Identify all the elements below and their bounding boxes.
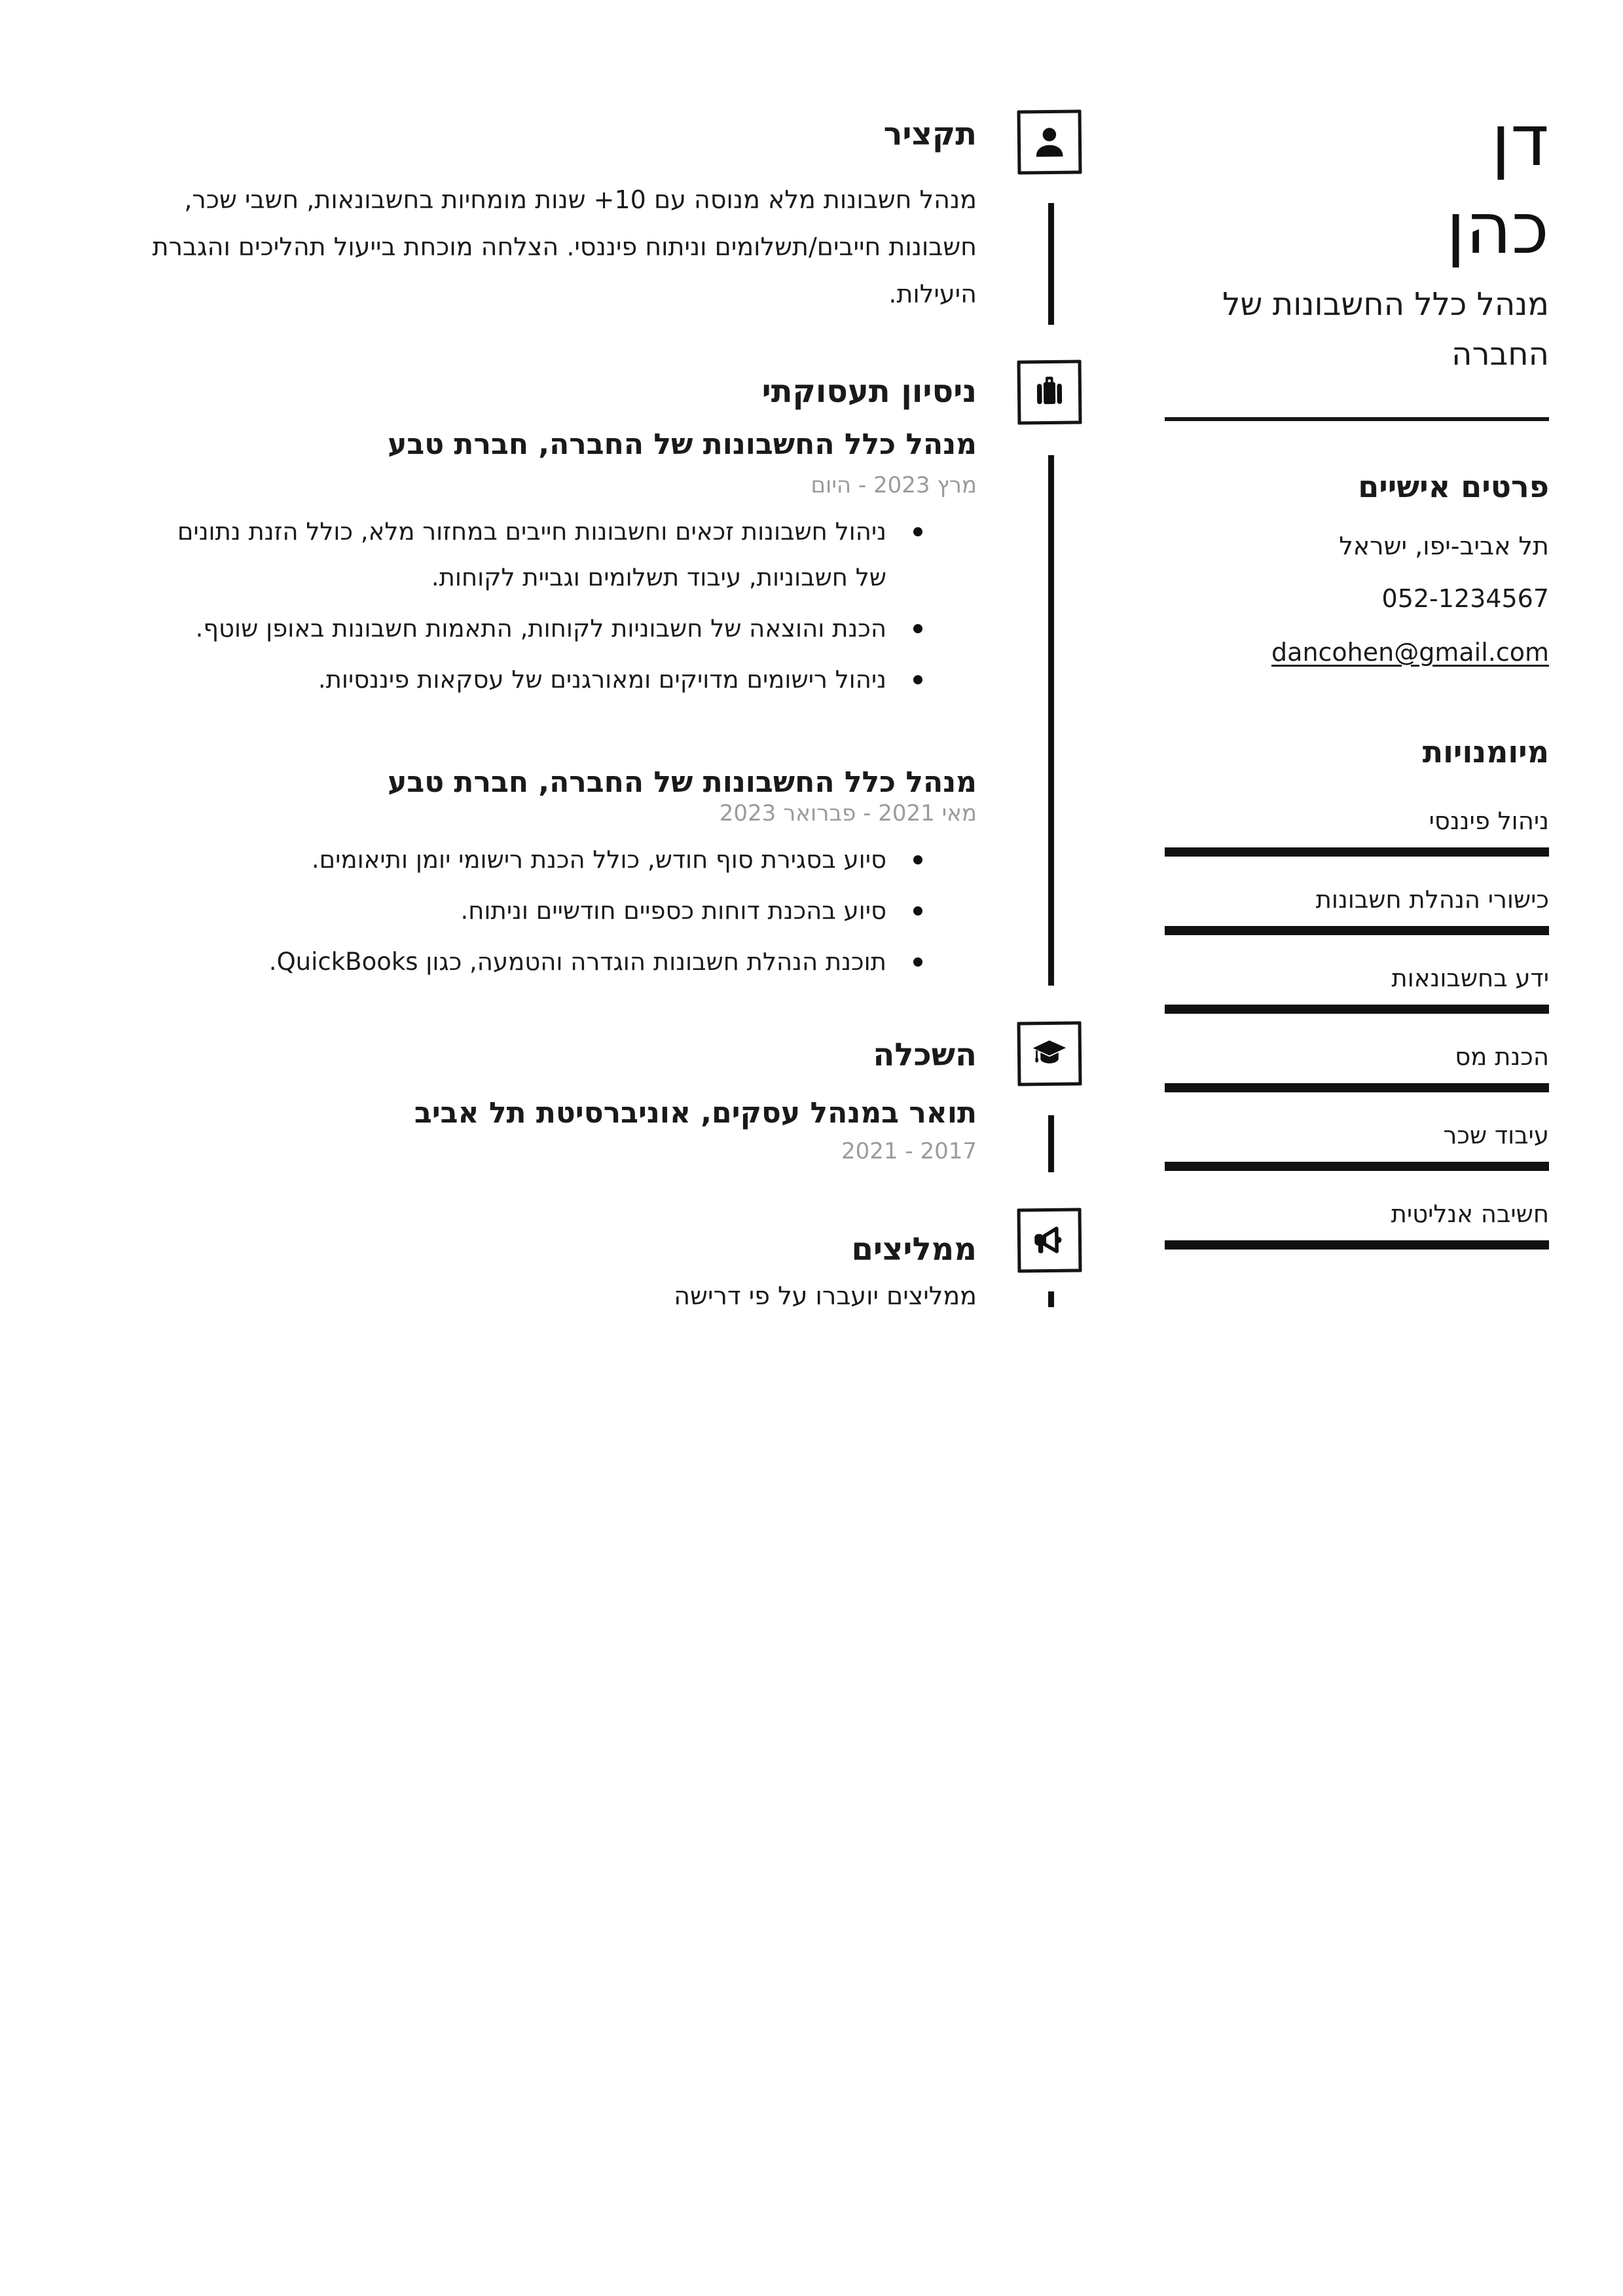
- skills-heading: מיומנויות: [1422, 734, 1549, 769]
- job-bullet: [144, 606, 886, 652]
- bullet-dot-icon: [913, 675, 922, 684]
- education-heading: השכלה: [873, 1037, 977, 1073]
- bullet-text: הכנת והוצאה של חשבוניות לקוחות, התאמות חשבונות באופן שוטף.: [195, 614, 886, 642]
- skill-item: [1165, 1119, 1549, 1171]
- bullet-text: ניהול חשבונות זכאים וחשבונות חייבים במחזור מלא, כולל הזנת נתונים של חשבוניות, עיבוד תשלומים וגביית לקוחות.: [177, 517, 886, 591]
- skill-item: [1165, 961, 1549, 1014]
- bullet-dot-icon: [913, 527, 922, 536]
- references-text: ממליצים יועברו על פי דרישה: [674, 1282, 977, 1310]
- skill-level-bar: [1165, 926, 1549, 935]
- job-title: מנהל כלל החשבונות של החברה, חברת טבע: [388, 766, 977, 799]
- sidebar-divider: [1165, 417, 1549, 421]
- references-heading: ממליצים: [851, 1231, 977, 1268]
- skill-item: [1165, 804, 1549, 857]
- candidate-job-title: מנהל כלל החשבונות של החברה: [1222, 286, 1549, 373]
- bullet-dot-icon: [913, 957, 922, 967]
- job-title: מנהל כלל החשבונות של החברה, חברת טבע: [388, 428, 977, 461]
- skill-level-bar: [1165, 1083, 1549, 1092]
- timeline-line: [1048, 1115, 1054, 1172]
- job-bullet: [144, 837, 886, 883]
- graduation-cap-icon: [1030, 1034, 1070, 1074]
- person-icon: [1030, 122, 1070, 162]
- bullet-dot-icon: [913, 624, 922, 633]
- job-bullet: [144, 657, 886, 703]
- skill-label: הכנת מס: [1455, 1043, 1549, 1071]
- job-bullet: [144, 939, 886, 985]
- education-section-marker: [1017, 1021, 1082, 1086]
- bullet-dot-icon: [913, 906, 922, 916]
- email-link[interactable]: dancohen@gmail.com: [1271, 638, 1549, 667]
- skill-label: עיבוד שכר: [1443, 1121, 1549, 1149]
- skill-level-bar: [1165, 847, 1549, 857]
- bullet-text: ניהול רישומים מדויקים ומאורגנים של עסקאות פיננסיות.: [318, 665, 886, 694]
- bullet-dot-icon: [913, 855, 922, 864]
- candidate-name: [1165, 98, 1549, 273]
- last-name: כהן: [1446, 188, 1549, 270]
- skill-item: [1165, 1197, 1549, 1250]
- bullet-text: סיוע בסגירת סוף חודש, כולל הכנת רישומי יומן ותיאומים.: [311, 845, 886, 874]
- experience-heading: ניסיון תעסוקתי: [761, 373, 977, 410]
- timeline-line: [1048, 203, 1054, 325]
- degree-title: תואר במנהל עסקים, אוניברסיטת תל אביב: [414, 1096, 977, 1130]
- timeline-line: [1048, 455, 1054, 986]
- skill-label: חשיבה אנליטית: [1391, 1200, 1549, 1228]
- briefcase-icon: [1030, 373, 1070, 413]
- job-bullet: [144, 888, 886, 934]
- job-bullet-list: [144, 509, 977, 708]
- skill-item: [1165, 883, 1549, 935]
- timeline-line: [1048, 1291, 1054, 1307]
- summary-text: מנהל חשבונות מלא מנוסה עם 10+ שנות מומחיות בחשבונאות, חשבי שכר, חשבונות חייבים/תשלומים וניתוח פיננסי. הצלחה מוכחת בייעול תהליכים והגברת היעילות.: [152, 185, 977, 308]
- skill-level-bar: [1165, 1240, 1549, 1250]
- skill-label: ידע בחשבונאות: [1391, 964, 1549, 992]
- skill-level-bar: [1165, 1005, 1549, 1014]
- phone-text: 052-1234567: [1381, 584, 1549, 613]
- first-name: דן: [1491, 100, 1549, 182]
- skill-level-bar: [1165, 1162, 1549, 1171]
- skills-list: [1165, 804, 1549, 1276]
- summary-heading: תקציר: [883, 116, 977, 153]
- experience-section-marker: [1017, 360, 1082, 424]
- job-dates: מרץ 2023 - היום: [811, 472, 977, 498]
- summary-section-marker: [1017, 109, 1082, 174]
- personal-details-heading: פרטים אישיים: [1358, 469, 1549, 504]
- degree-dates: 2017 - 2021: [841, 1138, 977, 1164]
- job-bullet: [144, 509, 886, 601]
- bullet-text: תוכנת הנהלת חשבונות הוגדרה והטמעה, כגון QuickBooks.: [268, 948, 886, 976]
- skill-label: כישורי הנהלת חשבונות: [1315, 885, 1549, 914]
- bullet-text: סיוע בהכנת דוחות כספיים חודשיים וניתוח.: [460, 897, 886, 925]
- skill-item: [1165, 1040, 1549, 1092]
- job-bullet-list: [144, 837, 977, 990]
- job-dates: מאי 2021 - פברואר 2023: [719, 800, 977, 826]
- email-row: [1165, 635, 1549, 670]
- megaphone-icon: [1030, 1221, 1070, 1261]
- skill-label: ניהול פיננסי: [1429, 807, 1549, 835]
- location-text: תל אביב-יפו, ישראל: [1339, 532, 1549, 561]
- references-section-marker: [1017, 1208, 1082, 1272]
